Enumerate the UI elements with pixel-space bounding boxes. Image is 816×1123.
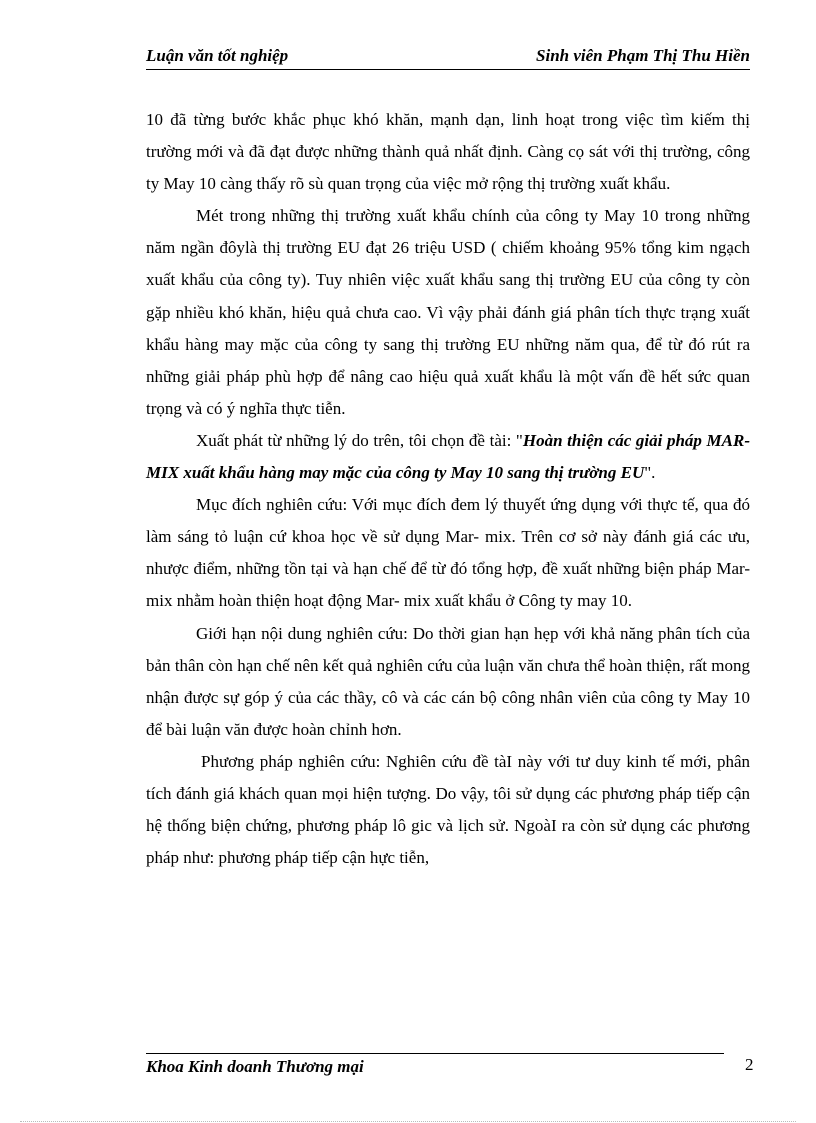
paragraph-6: Phương pháp nghiên cứu: Nghiên cứu đề tàI này với tư duy kinh tế mới, phân tích đánh giá khách quan mọi hiện tượng. Do vậy, tôi sử dụng các phương pháp tiếp cận hệ thống biện chứng, phương pháp lô gic và lịch sử. NgoàI ra còn sử dụng các phương pháp như: phương pháp tiếp cận hực tiễn, <box>146 751 750 868</box>
paragraph-4: Mục đích nghiên cứu: Với mục đích đem lý thuyết ứng dụng với thực tế, qua đó làm sáng tỏ luận cứ khoa học về sử dụng Mar- mix. Trên cơ sở này đánh giá các ưu, nhược điểm, những tồn tại và hạn chế để từ đó tổng hợp, đề xuất những biện pháp Mar- mix nhằm hoàn thiện hoạt động Mar- mix xuất khẩu ở Công ty may 10. <box>146 495 750 611</box>
paragraph-3 <box>146 425 750 489</box>
paragraph-3-tail: ". <box>644 463 656 483</box>
page-break-edge <box>20 1121 796 1122</box>
paragraph-1: 10 đã từng bước khắc phục khó khăn, mạnh dạn, linh hoạt trong việc tìm kiếm thị trường mới và đã đạt được những thành quả nhất định. Càng cọ sát với thị trường, công ty May 10 càng thấy rõ sù quan trọng của việc mở rộng thị trường xuất khẩu. <box>146 110 750 194</box>
paragraph-3-lead: Xuất phát từ những lý do trên, tôi chọn đề tài: " <box>196 430 523 450</box>
header-author: Sinh viên Phạm Thị Thu Hiền <box>536 46 750 65</box>
thesis-title: Hoàn thiện các giải pháp MAR- MIX xuất khẩu hàng may mặc của công ty May 10 sang thị trường EU <box>146 430 750 483</box>
footer-rule <box>146 1053 724 1054</box>
page-number: 2 <box>745 1055 754 1074</box>
header-thesis-label: Luận văn tốt nghiệp <box>146 46 289 65</box>
page-header <box>146 44 750 70</box>
paragraph-2: Mét trong những thị trường xuất khẩu chính của công ty May 10 trong những năm ngần đôylà thị trường EU đạt 26 triệu USD ( chiếm khoảng 95% tổng kim ngạch xuất khẩu của công ty). Tuy nhiên việc xuất khẩu sang thị trường EU của công ty còn gặp nhiều khó khăn, hiệu quả chưa cao. Vì vậy phải đánh giá phân tích thực trạng xuất khẩu hàng may mặc của công ty sang thị trường EU những năm qua, để từ đó rút ra những giải pháp phù hợp để nâng cao hiệu quả xuất khẩu là một vấn đề hết sức quan trọng và có ý nghĩa thực tiễn. <box>146 206 750 418</box>
document-body <box>146 104 750 874</box>
footer-faculty: Khoa Kinh doanh Thương mại <box>146 1057 364 1076</box>
header-rule <box>146 69 750 70</box>
paragraph-5: Giới hạn nội dung nghiên cứu: Do thời gian hạn hẹp với khả năng phân tích của bản thân còn hạn chế nên kết quả nghiên cứu của luận văn chưa thể hoàn thiện, rất mong nhận được sự góp ý của các thầy, cô và các cán bộ công nhân viên của công ty May 10 để bài luận văn được hoàn chỉnh hơn. <box>146 623 750 739</box>
